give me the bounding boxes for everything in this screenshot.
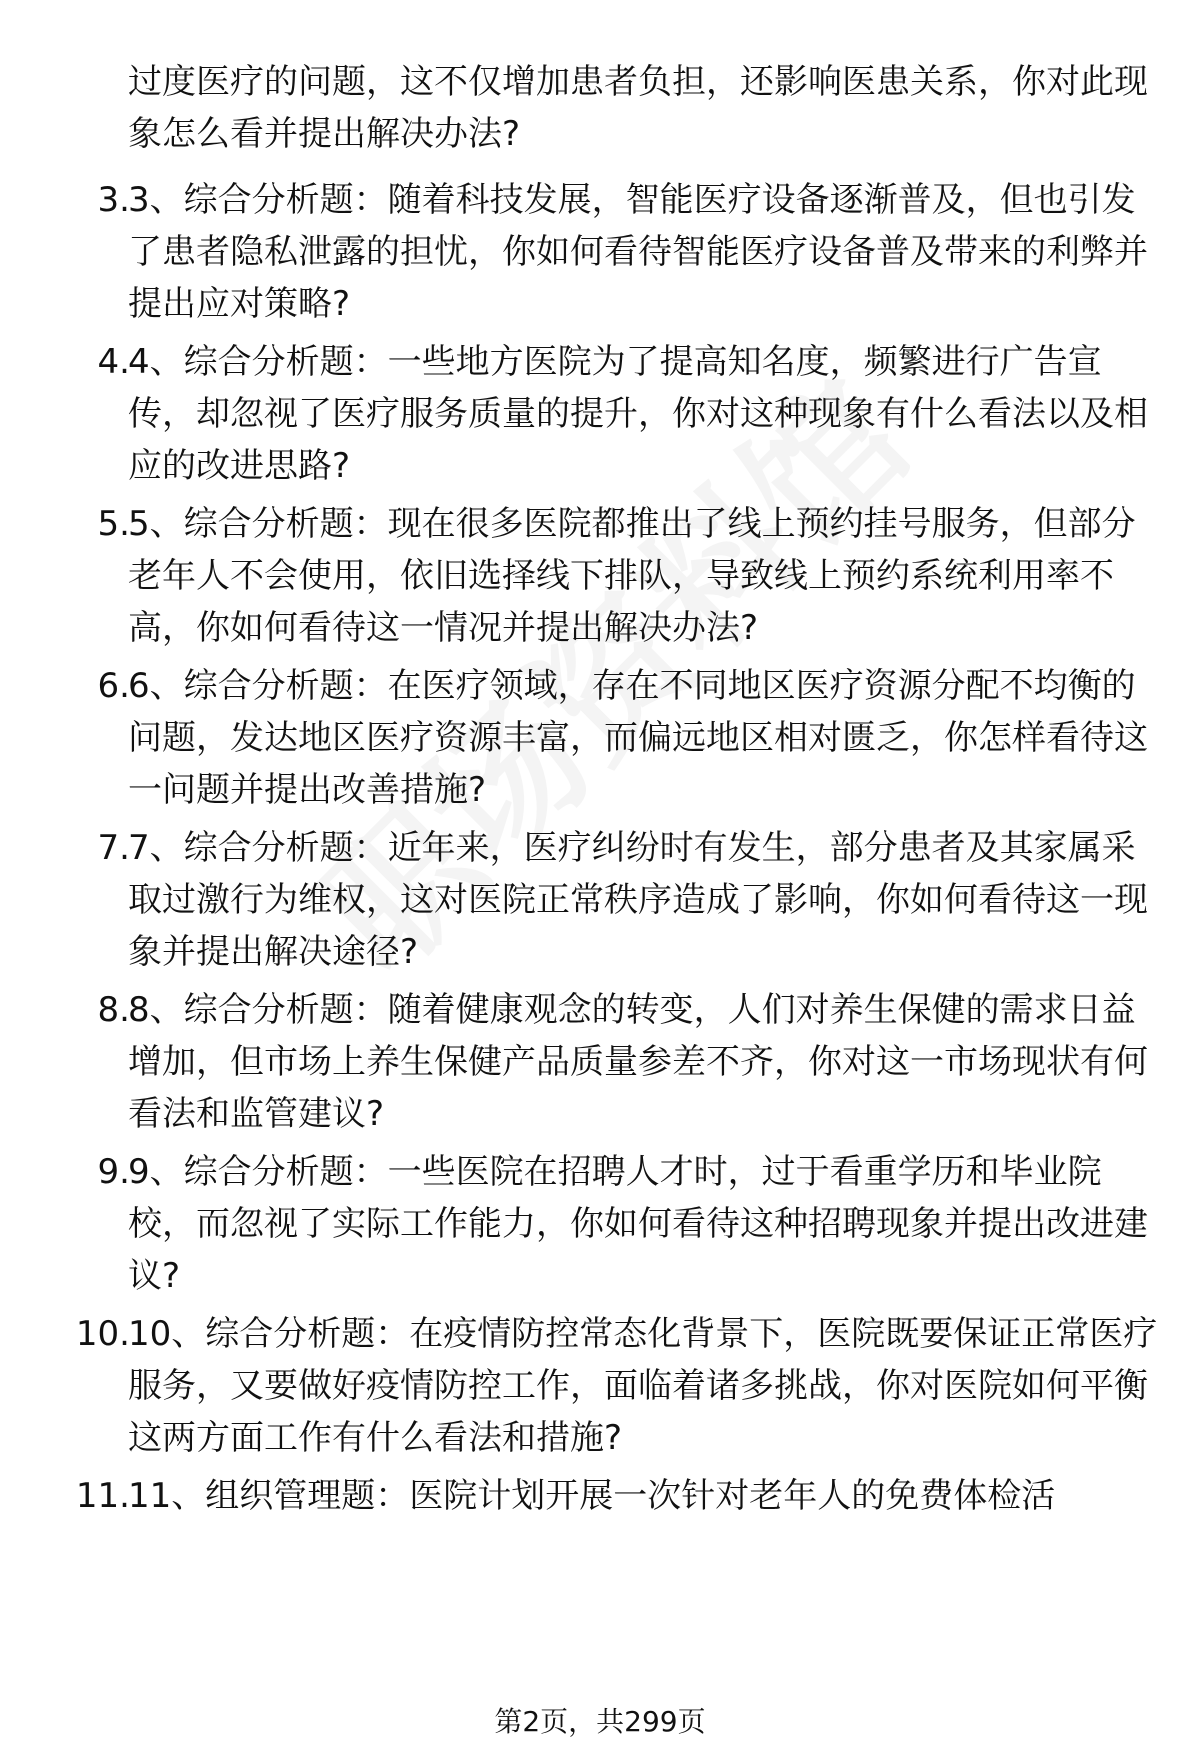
item-number: 3. [97, 180, 130, 220]
item-number: 5. [97, 504, 130, 544]
item-text: 3、综合分析题：随着科技发展，智能医疗设备逐渐普及，但也引发了患者隐私泄露的担忧，你如何看待智能医疗设备普及带来的利弊并提出应对策略? [128, 180, 1148, 324]
item-number: 9. [97, 1152, 130, 1192]
item-text: 11、组织管理题：医院计划开展一次针对老年人的免费体检活 [128, 1476, 1056, 1516]
item-number: 10. [75, 1314, 130, 1354]
item-text: 10、综合分析题：在疫情防控常态化背景下，医院既要保证正常医疗服务，又要做好疫情防控工作，面临着诸多挑战，你对医院如何平衡这两方面工作有什么看法和措施? [128, 1314, 1158, 1458]
item-number: 11. [75, 1476, 130, 1516]
item-number: 6. [97, 666, 130, 706]
item-number: 7. [97, 828, 130, 868]
item-number: 8. [97, 990, 130, 1030]
page-footer: 第2页，共299页 [494, 1705, 706, 1738]
item-text: 4、综合分析题：一些地方医院为了提高知名度，频繁进行广告宣传，却忽视了医疗服务质量的提升，你对这种现象有什么看法以及相应的改进思路? [128, 342, 1148, 486]
item-number: 4. [97, 342, 130, 382]
continued-question-text: 过度医疗的问题，这不仅增加患者负担，还影响医患关系，你对此现象怎么看并提出解决办法? [128, 62, 1148, 154]
item-text: 9、综合分析题：一些医院在招聘人才时，过于看重学历和毕业院校，而忽视了实际工作能力，你如何看待这种招聘现象并提出改进建议? [128, 1152, 1148, 1296]
item-text: 7、综合分析题：近年来，医疗纠纷时有发生，部分患者及其家属采取过激行为维权，这对医院正常秩序造成了影响，你如何看待这一现象并提出解决途径? [128, 828, 1148, 972]
item-text: 6、综合分析题：在医疗领域，存在不同地区医疗资源分配不均衡的问题，发达地区医疗资源丰富，而偏远地区相对匮乏，你怎样看待这一问题并提出改善措施? [128, 666, 1148, 810]
item-text: 5、综合分析题：现在很多医院都推出了线上预约挂号服务，但部分老年人不会使用，依旧选择线下排队，导致线上预约系统利用率不高，你如何看待这一情况并提出解决办法? [128, 504, 1136, 648]
item-text: 8、综合分析题：随着健康观念的转变，人们对养生保健的需求日益增加，但市场上养生保健产品质量参差不齐，你对这一市场现状有何看法和监管建议? [128, 990, 1148, 1134]
